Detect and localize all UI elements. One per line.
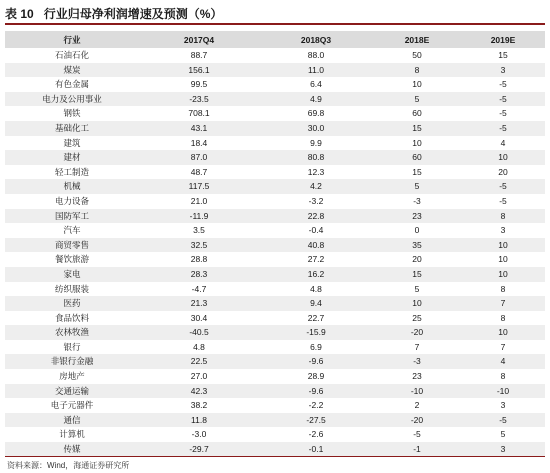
header-2017q4: 2017Q4 bbox=[139, 31, 259, 48]
e2019-cell: 8 bbox=[500, 312, 506, 323]
q3-2018-cell: 28.9 bbox=[307, 371, 325, 382]
table-row bbox=[5, 150, 545, 165]
table-row bbox=[5, 92, 545, 107]
q3-2018-cell: 22.7 bbox=[307, 312, 325, 323]
e2019-cell: 10 bbox=[461, 238, 545, 253]
e2018-cell: 10 bbox=[412, 137, 422, 148]
table-row bbox=[5, 296, 545, 311]
table-row bbox=[5, 223, 545, 238]
industry-cell: 有色金属 bbox=[54, 79, 89, 90]
industry-cell: 银行 bbox=[63, 341, 81, 352]
industry-cell: 汽车 bbox=[63, 225, 81, 236]
q3-2018-cell: 9.9 bbox=[310, 137, 322, 148]
e2019-cell: -10 bbox=[461, 384, 545, 399]
q3-2018-cell: -2.6 bbox=[308, 429, 324, 440]
q4-2017-cell: 38.2 bbox=[190, 400, 208, 411]
e2018-cell: 0 bbox=[414, 225, 420, 236]
header-industry: 行业 bbox=[5, 31, 139, 48]
table-row bbox=[5, 209, 545, 224]
q3-2018-cell: -9.6 bbox=[259, 384, 373, 399]
industry-cell: 农林牧渔 bbox=[5, 325, 139, 340]
e2019-cell: -5 bbox=[499, 79, 507, 90]
header-2018q3: 2018Q3 bbox=[259, 31, 373, 48]
e2019-cell: 10 bbox=[498, 254, 508, 265]
e2019-cell: 4 bbox=[461, 354, 545, 369]
q4-2017-cell: 32.5 bbox=[139, 238, 259, 253]
q3-2018-cell: 4.2 bbox=[259, 179, 373, 194]
industry-cell: 钢铁 bbox=[63, 108, 81, 119]
industry-cell: 电力设备 bbox=[54, 195, 89, 206]
q3-2018-cell: 16.2 bbox=[259, 267, 373, 282]
e2018-cell: -5 bbox=[413, 429, 421, 440]
e2018-cell: 50 bbox=[412, 50, 422, 60]
e2019-cell: 8 bbox=[500, 371, 506, 382]
industry-cell: 机械 bbox=[5, 179, 139, 194]
e2019-cell: -5 bbox=[461, 121, 545, 136]
industry-cell: 医药 bbox=[5, 296, 139, 311]
table-row bbox=[5, 252, 545, 267]
table-row bbox=[5, 398, 545, 413]
e2019-cell: -5 bbox=[461, 92, 545, 107]
table-row bbox=[5, 311, 545, 326]
table-row bbox=[5, 121, 545, 136]
q4-2017-cell: 4.8 bbox=[193, 341, 205, 352]
table-row bbox=[5, 369, 545, 384]
e2019-cell: 8 bbox=[500, 283, 506, 294]
e2019-cell: 15 bbox=[498, 50, 508, 60]
e2018-cell: -1 bbox=[373, 442, 461, 457]
q4-2017-cell: 22.5 bbox=[139, 354, 259, 369]
industry-cell: 石油石化 bbox=[54, 50, 89, 60]
table-header-row bbox=[5, 31, 545, 48]
e2019-cell: 10 bbox=[461, 325, 545, 340]
e2018-cell: 5 bbox=[373, 179, 461, 194]
e2019-cell: 10 bbox=[461, 150, 545, 165]
table-row bbox=[5, 77, 545, 92]
q3-2018-cell: -0.4 bbox=[308, 225, 324, 236]
table-row bbox=[5, 106, 545, 121]
e2018-cell: 10 bbox=[412, 79, 422, 90]
q4-2017-cell: -40.5 bbox=[139, 325, 259, 340]
e2019-cell: 8 bbox=[461, 209, 545, 224]
q4-2017-cell: 42.3 bbox=[139, 384, 259, 399]
industry-cell: 家电 bbox=[5, 267, 139, 282]
table-row bbox=[5, 238, 545, 253]
q4-2017-cell: 21.3 bbox=[139, 296, 259, 311]
q3-2018-cell: 88.0 bbox=[307, 50, 325, 60]
e2019-cell: 7 bbox=[500, 341, 506, 352]
q4-2017-cell: 99.5 bbox=[190, 79, 208, 90]
e2018-cell: 15 bbox=[373, 267, 461, 282]
table-row bbox=[5, 325, 545, 340]
e2018-cell: 15 bbox=[412, 166, 422, 177]
e2018-cell: 60 bbox=[373, 150, 461, 165]
e2018-cell: -3 bbox=[413, 195, 421, 206]
q4-2017-cell: 11.8 bbox=[139, 413, 259, 428]
e2018-cell: 20 bbox=[412, 254, 422, 265]
e2018-cell: 23 bbox=[412, 371, 422, 382]
industry-cell: 餐饮旅游 bbox=[54, 254, 89, 265]
e2018-cell: -20 bbox=[373, 325, 461, 340]
q3-2018-cell: -15.9 bbox=[259, 325, 373, 340]
e2019-cell: 5 bbox=[500, 429, 506, 440]
e2018-cell: -20 bbox=[373, 413, 461, 428]
q3-2018-cell: 40.8 bbox=[259, 238, 373, 253]
q3-2018-cell: -27.5 bbox=[259, 413, 373, 428]
header-2019e: 2019E bbox=[461, 31, 545, 48]
table-row bbox=[5, 48, 545, 63]
source-note: 资料来源：Wind，海通证券研究所 bbox=[7, 461, 130, 470]
table-row bbox=[5, 194, 545, 209]
q3-2018-cell: 30.0 bbox=[259, 121, 373, 136]
industry-cell: 建材 bbox=[5, 150, 139, 165]
table-row bbox=[5, 413, 545, 428]
table-row bbox=[5, 384, 545, 399]
q3-2018-cell: -9.6 bbox=[259, 354, 373, 369]
q3-2018-cell: 6.4 bbox=[310, 79, 322, 90]
q4-2017-cell: 21.0 bbox=[190, 195, 208, 206]
q3-2018-cell: 9.4 bbox=[259, 296, 373, 311]
q4-2017-cell: -4.7 bbox=[191, 283, 207, 294]
table-row bbox=[5, 282, 545, 297]
e2018-cell: -10 bbox=[373, 384, 461, 399]
table-row bbox=[5, 63, 545, 78]
q3-2018-cell: 27.2 bbox=[307, 254, 325, 265]
q3-2018-cell: -3.2 bbox=[308, 195, 324, 206]
q3-2018-cell: -0.1 bbox=[259, 442, 373, 457]
e2018-cell: 8 bbox=[373, 63, 461, 78]
q4-2017-cell: 88.7 bbox=[190, 50, 208, 60]
e2018-cell: 10 bbox=[373, 296, 461, 311]
q4-2017-cell: -11.9 bbox=[139, 209, 259, 224]
e2018-cell: -3 bbox=[373, 354, 461, 369]
header-2018e: 2018E bbox=[373, 31, 461, 48]
q4-2017-cell: 27.0 bbox=[190, 371, 208, 382]
table-row bbox=[5, 179, 545, 194]
industry-cell: 计算机 bbox=[59, 429, 85, 440]
q3-2018-cell: 22.8 bbox=[259, 209, 373, 224]
table-row bbox=[5, 354, 545, 369]
q4-2017-cell: 48.7 bbox=[190, 166, 208, 177]
table-row bbox=[5, 442, 545, 457]
q4-2017-cell: -23.5 bbox=[139, 92, 259, 107]
e2019-cell: 4 bbox=[500, 137, 506, 148]
q4-2017-cell: 117.5 bbox=[139, 179, 259, 194]
e2018-cell: 5 bbox=[373, 92, 461, 107]
industry-cell: 建筑 bbox=[63, 137, 81, 148]
q3-2018-cell: 4.8 bbox=[310, 283, 322, 294]
q4-2017-cell: 30.4 bbox=[190, 312, 208, 323]
table-row bbox=[5, 340, 545, 355]
e2019-cell: 7 bbox=[461, 296, 545, 311]
q4-2017-cell: 43.1 bbox=[139, 121, 259, 136]
e2018-cell: 60 bbox=[412, 108, 422, 119]
table-row bbox=[5, 427, 545, 442]
e2018-cell: 2 bbox=[414, 400, 420, 411]
table-bottom-divider bbox=[5, 456, 545, 457]
e2019-cell: 3 bbox=[500, 225, 506, 236]
title-divider bbox=[5, 23, 545, 25]
q4-2017-cell: 28.8 bbox=[190, 254, 208, 265]
growth-forecast-table bbox=[5, 31, 545, 457]
industry-cell: 通信 bbox=[5, 413, 139, 428]
q3-2018-cell: 80.8 bbox=[259, 150, 373, 165]
q4-2017-cell: 18.4 bbox=[190, 137, 208, 148]
industry-cell: 煤炭 bbox=[5, 63, 139, 78]
industry-cell: 电子元器件 bbox=[50, 400, 94, 411]
e2019-cell: 3 bbox=[461, 442, 545, 457]
industry-cell: 纺织服装 bbox=[54, 283, 89, 294]
e2018-cell: 23 bbox=[373, 209, 461, 224]
e2018-cell: 15 bbox=[373, 121, 461, 136]
e2019-cell: 20 bbox=[498, 166, 508, 177]
q4-2017-cell: 28.3 bbox=[139, 267, 259, 282]
q3-2018-cell: 11.0 bbox=[259, 63, 373, 78]
table-row bbox=[5, 267, 545, 282]
e2018-cell: 35 bbox=[373, 238, 461, 253]
industry-cell: 房地产 bbox=[59, 371, 85, 382]
table-row bbox=[5, 165, 545, 180]
industry-cell: 电力及公用事业 bbox=[5, 92, 139, 107]
q4-2017-cell: 708.1 bbox=[188, 108, 210, 119]
industry-cell: 国防军工 bbox=[5, 209, 139, 224]
q4-2017-cell: 87.0 bbox=[139, 150, 259, 165]
table-number: 表 10 bbox=[5, 6, 34, 21]
e2019-cell: 3 bbox=[461, 63, 545, 78]
industry-cell: 传媒 bbox=[5, 442, 139, 457]
q4-2017-cell: -3.0 bbox=[191, 429, 207, 440]
q4-2017-cell: 156.1 bbox=[139, 63, 259, 78]
e2019-cell: -5 bbox=[461, 413, 545, 428]
q4-2017-cell: -29.7 bbox=[139, 442, 259, 457]
e2018-cell: 5 bbox=[414, 283, 420, 294]
e2019-cell: 3 bbox=[500, 400, 506, 411]
e2018-cell: 25 bbox=[412, 312, 422, 323]
industry-cell: 轻工制造 bbox=[54, 166, 89, 177]
e2018-cell: 7 bbox=[414, 341, 420, 352]
e2019-cell: -5 bbox=[461, 179, 545, 194]
industry-cell: 基础化工 bbox=[5, 121, 139, 136]
table-caption: 行业归母净利润增速及预测（%） bbox=[43, 6, 223, 21]
table-title bbox=[5, 4, 545, 22]
table-row bbox=[5, 136, 545, 151]
q3-2018-cell: 6.9 bbox=[310, 341, 322, 352]
industry-cell: 商贸零售 bbox=[5, 238, 139, 253]
industry-cell: 非银行金融 bbox=[5, 354, 139, 369]
industry-cell: 食品饮料 bbox=[54, 312, 89, 323]
q3-2018-cell: 12.3 bbox=[307, 166, 325, 177]
e2019-cell: 10 bbox=[461, 267, 545, 282]
e2019-cell: -5 bbox=[499, 195, 507, 206]
q3-2018-cell: -2.2 bbox=[308, 400, 324, 411]
q3-2018-cell: 4.9 bbox=[259, 92, 373, 107]
e2019-cell: -5 bbox=[499, 108, 507, 119]
q3-2018-cell: 69.8 bbox=[307, 108, 325, 119]
q4-2017-cell: 3.5 bbox=[193, 225, 205, 236]
industry-cell: 交通运输 bbox=[5, 384, 139, 399]
